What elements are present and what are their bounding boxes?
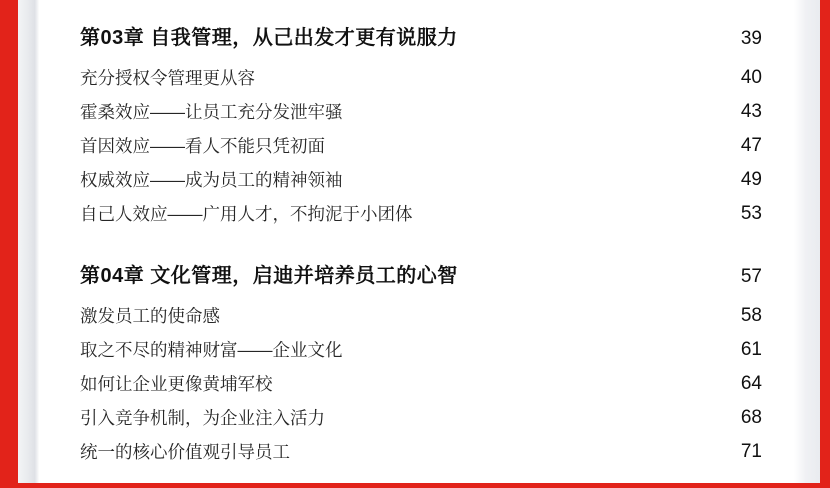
table-of-contents — [80, 23, 762, 469]
toc-entry-row — [80, 95, 762, 129]
right-red-frame-bar — [820, 0, 830, 488]
chapter-title: 第03章 自我管理，从己出发才更有说服力 — [80, 27, 458, 49]
entry-title: 统一的核心价值观引导员工 — [80, 442, 290, 462]
entry-title: 充分授权令管理更从容 — [80, 68, 255, 88]
bottom-red-frame-bar — [0, 483, 830, 488]
toc-entry-list — [80, 299, 762, 469]
entry-title: 自己人效应——广用人才，不拘泥于小团体 — [80, 204, 413, 224]
entry-title: 激发员工的使命感 — [80, 306, 220, 326]
toc-chapter-heading — [80, 23, 762, 53]
entry-page-number: 68 — [740, 407, 762, 428]
toc-entry-row — [80, 333, 762, 367]
entry-page-number: 61 — [740, 339, 762, 360]
right-page-edge-shadow — [794, 0, 820, 488]
toc-entry-row — [80, 61, 762, 95]
entry-title: 取之不尽的精神财富——企业文化 — [80, 340, 343, 360]
toc-entry-row — [80, 299, 762, 333]
entry-page-number: 43 — [740, 101, 762, 122]
entry-title: 引入竞争机制，为企业注入活力 — [80, 408, 325, 428]
toc-entry-row — [80, 367, 762, 401]
entry-page-number: 47 — [740, 135, 762, 156]
entry-page-number: 71 — [740, 441, 762, 462]
toc-chapter-block — [80, 23, 762, 231]
chapter-page-number: 57 — [740, 266, 762, 287]
entry-page-number: 40 — [740, 67, 762, 88]
toc-chapter-block — [80, 261, 762, 469]
left-red-frame-bar — [0, 0, 18, 488]
toc-entry-row — [80, 197, 762, 231]
entry-title: 霍桑效应——让员工充分发泄牢骚 — [80, 102, 343, 122]
chapter-page-number: 39 — [740, 28, 762, 49]
entry-title: 如何让企业更像黄埔军校 — [80, 374, 273, 394]
entry-page-number: 58 — [740, 305, 762, 326]
entry-title: 权威效应——成为员工的精神领袖 — [80, 170, 343, 190]
toc-entry-row — [80, 163, 762, 197]
entry-page-number: 49 — [740, 169, 762, 190]
left-page-edge-shadow — [18, 0, 39, 488]
toc-chapter-heading — [80, 261, 762, 291]
toc-entry-row — [80, 129, 762, 163]
toc-entry-row — [80, 435, 762, 469]
chapter-title: 第04章 文化管理，启迪并培养员工的心智 — [80, 265, 458, 287]
entry-page-number: 53 — [740, 203, 762, 224]
entry-title: 首因效应——看人不能只凭初面 — [80, 136, 325, 156]
toc-entry-row — [80, 401, 762, 435]
toc-entry-list — [80, 61, 762, 231]
entry-page-number: 64 — [740, 373, 762, 394]
